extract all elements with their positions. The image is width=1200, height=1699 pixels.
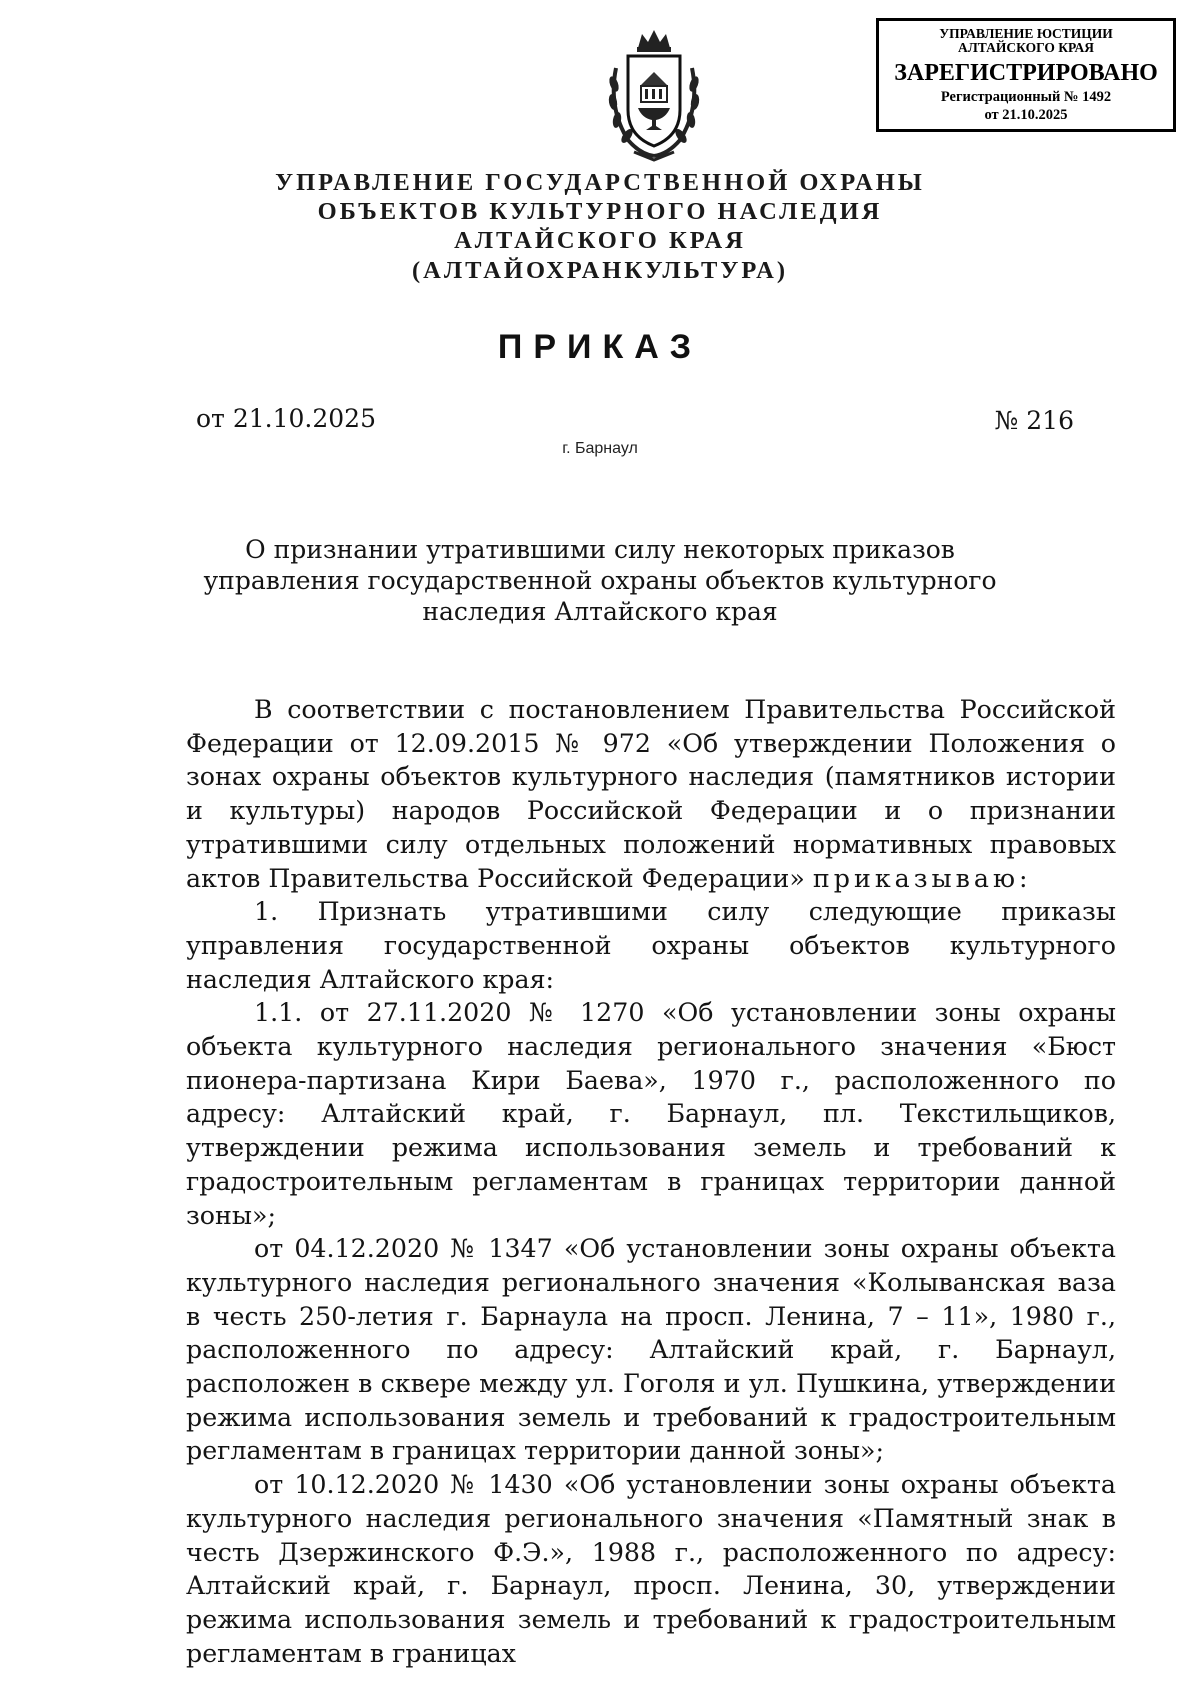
stamp-status: ЗАРЕГИСТРИРОВАНО	[894, 60, 1158, 86]
header-line4: (АЛТАЙОХРАНКУЛЬТУРА)	[411, 257, 789, 284]
stamp-reg-number: Регистрационный № 1492	[940, 89, 1112, 105]
stamp-reg-date: от 21.10.2025	[984, 107, 1068, 123]
item-1-paragraph: 1. Признать утратившими силу следующие приказы управления государственной охраны объектов культурного наследия Алтайского края:	[186, 897, 1116, 994]
document-date: от 21.10.2025	[196, 404, 376, 433]
preamble-paragraph	[186, 693, 1116, 895]
item-c-paragraph: от 10.12.2020 № 1430 «Об установлении зоны охраны объекта культурного наследия регионального значения «Памятный знак в честь Дзержинского Ф.Э.», 1988 г., расположенного по адресу: Алтайский край, г. Барнаул, просп. Ленина, 30, утверждении режима использования земель и требований к градостроительным регламентам в границах	[186, 1470, 1116, 1668]
item-b-paragraph: от 04.12.2020 № 1347 «Об установлении зоны охраны объекта культурного наследия регионального значения «Колыванская ваза в честь 250-летия г. Барнаула на просп. Ленина, 7 – 11», 1980 г., расположенного по адресу: Алтайский край, г. Барнаул, расположен в сквере между ул. Гоголя и ул. Пушкина, утверждении режима использования земель и требований к градостроительным регламентам в границах территории данной зоны»;	[186, 1234, 1116, 1466]
document-city: г. Барнаул	[562, 440, 638, 457]
document-body	[186, 693, 1116, 1670]
order-word: приказываю:	[812, 863, 1032, 893]
stamp-authority-line1: УПРАВЛЕНИЕ ЮСТИЦИИ	[939, 26, 1113, 41]
subject-line2: управления государственной охраны объектов культурного	[203, 566, 997, 595]
header-line3: АЛТАЙСКОГО КРАЯ	[454, 227, 746, 254]
preamble-text: В соответствии с постановлением Правительства Российской Федерации от 12.09.2015 № 972 «Об утверждении Положения о зонах охраны объектов культурного наследия (памятников истории и культуры) народов Российской Федерации и о признании утратившими силу отдельных положений нормативных правовых актов Правительства Российской Федерации»	[186, 695, 1116, 893]
subject-line3: наследия Алтайского края	[422, 597, 778, 626]
document-subject	[0, 534, 1200, 627]
document-number: № 216	[994, 406, 1074, 435]
subject-line1: О признании утратившими силу некоторых приказов	[245, 535, 955, 564]
header-line1: УПРАВЛЕНИЕ ГОСУДАРСТВЕННОЙ ОХРАНЫ	[275, 169, 925, 196]
stamp-authority-line2: АЛТАЙСКОГО КРАЯ	[957, 40, 1095, 55]
registration-stamp	[876, 18, 1176, 132]
coat-of-arms-emblem-icon	[594, 28, 714, 162]
header-line2: ОБЪЕКТОВ КУЛЬТУРНОГО НАСЛЕДИЯ	[317, 198, 883, 225]
document-title: ПРИКАЗ	[497, 328, 703, 366]
item-1-1-paragraph: 1.1. от 27.11.2020 № 1270 «Об установлении зоны охраны объекта культурного наследия регионального значения «Бюст пионера-партизана Кири Баева», 1970 г., расположенного по адресу: Алтайский край, г. Барнаул, пл. Текстильщиков, утверждении режима использования земель и требований к градостроительным регламентам в границах территории данной зоны»;	[186, 998, 1116, 1230]
